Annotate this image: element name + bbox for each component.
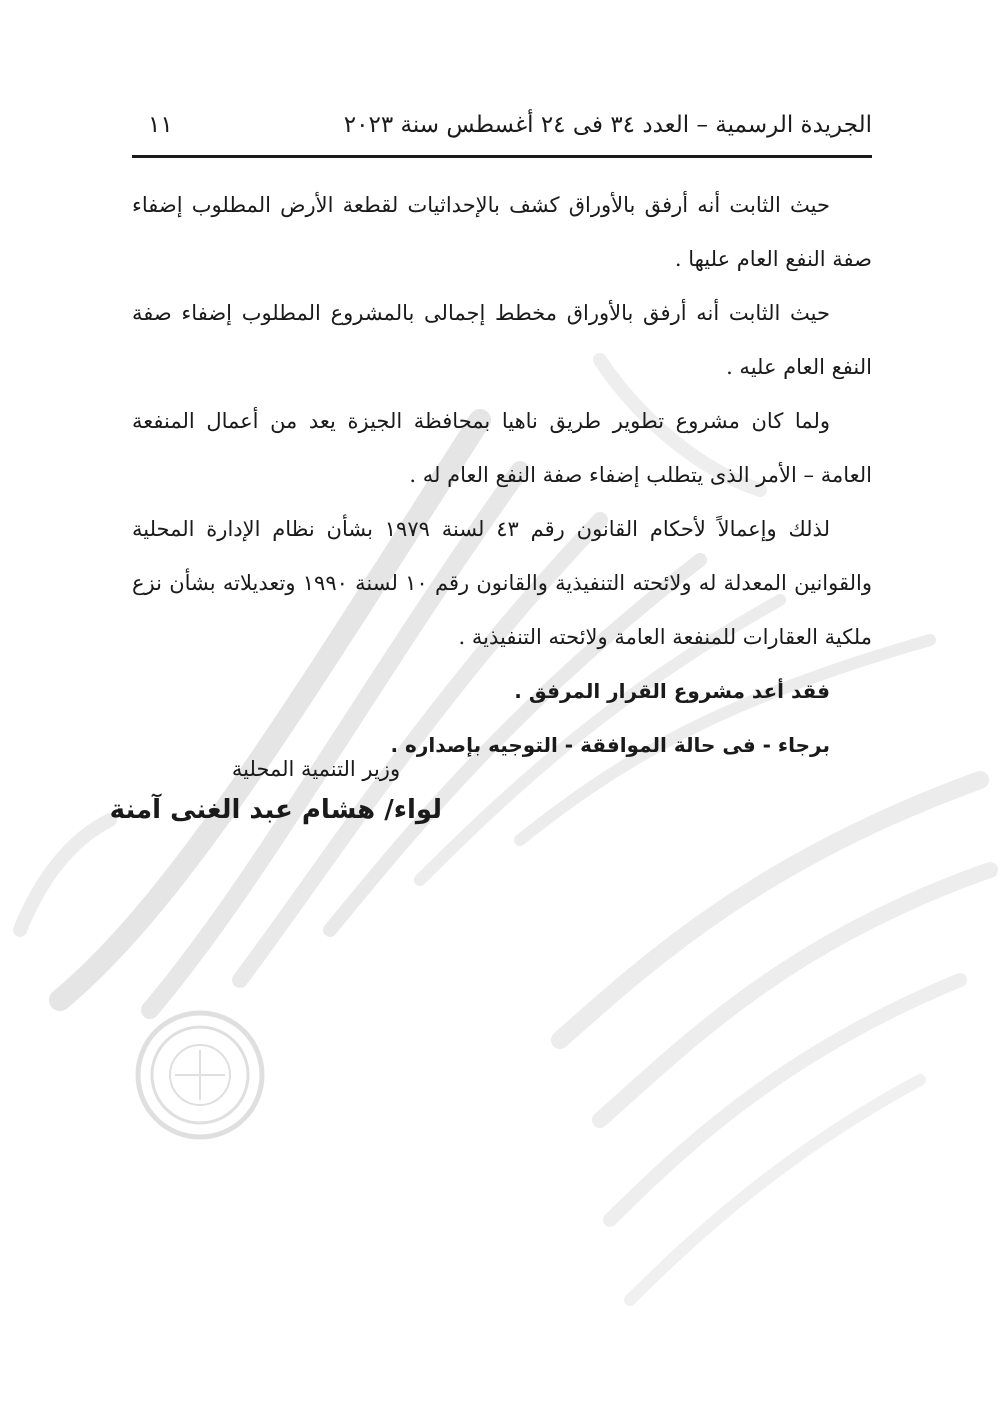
- header-divider: [132, 155, 872, 158]
- paragraph-legal-basis: لذلك وإعمالاً لأحكام القانون رقم ٤٣ لسنة ١٩٧٩ بشأن نظام الإدارة المحلية والقوانين المعدلة له ولائحته التنفيذية والقانون رقم ١٠ لسنة ١٩٩٠ وتعديلاته بشأن نزع ملكية العقارات للمنفعة العامة ولائحته التنفيذية .: [132, 517, 872, 649]
- page-number: ١١: [148, 112, 173, 138]
- seal-graphic: [138, 1013, 262, 1137]
- gazette-title: الجريدة الرسمية – العدد ٣٤ فى ٢٤ أغسطس سنة ٢٠٢٣: [343, 112, 872, 138]
- page-header: [132, 112, 872, 152]
- request-line: برجاء - فى حالة الموافقة - التوجيه بإصداره .: [390, 733, 830, 757]
- paragraph-plan: حيث الثابت أنه أرفق بالأوراق مخطط إجمالى بالمشروع المطلوب إضفاء صفة النفع العام عليه .: [132, 301, 872, 379]
- signatory-title: وزير التنمية المحلية: [231, 757, 401, 781]
- action-line: فقد أعد مشروع القرار المرفق .: [514, 679, 830, 703]
- document-body: [132, 178, 872, 772]
- paragraph-coordinates: حيث الثابت أنه أرفق بالأوراق كشف بالإحداثيات لقطعة الأرض المطلوب إضفاء صفة النفع العام عليها .: [132, 193, 872, 271]
- paragraph-project: ولما كان مشروع تطوير طريق ناهيا بمحافظة الجيزة يعد من أعمال المنفعة العامة – الأمر الذى يتطلب إضفاء صفة النفع العام له .: [132, 409, 872, 487]
- signatory-name: لواء/ هشام عبد الغنى آمنة: [109, 795, 442, 825]
